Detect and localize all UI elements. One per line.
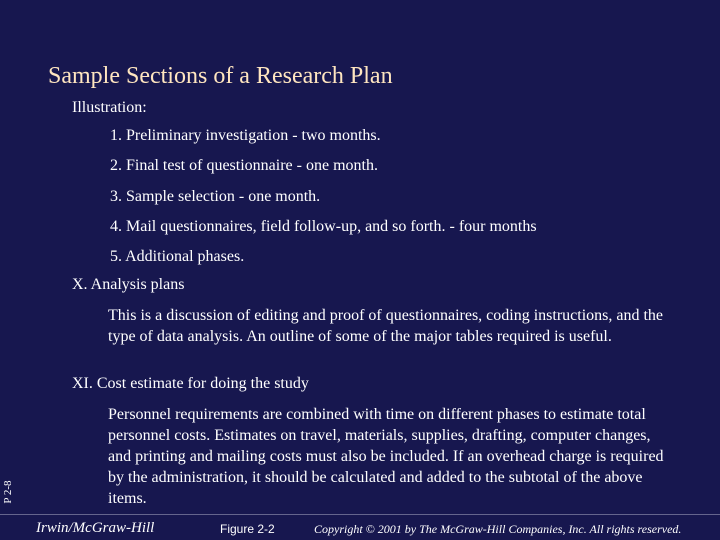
illustration-item-4: 4. Mail questionnaires, field follow-up, and so forth. - four months: [110, 218, 537, 235]
footer-copyright: Copyright © 2001 by The McGraw-Hill Companies, Inc. All rights reserved.: [314, 522, 682, 536]
cost-body: Personnel requirements are combined with time on different phases to estimate total personnel costs. Estimates on travel, materials, supplies, drafting, computer changes, and printing and mailing costs must also be included. If an overhead charge is required by the administration, it should be calculated and added to the subtotal of the above items.: [108, 406, 664, 507]
illustration-item-5: 5. Additional phases.: [110, 248, 245, 265]
analysis-body: This is a discussion of editing and proof of questionnaires, coding instructions, and the type of data analysis. An outline of some of the major tables required is useful.: [108, 307, 664, 345]
illustration-item-1: 1. Preliminary investigation - two months.: [110, 127, 381, 144]
footer-divider: [0, 514, 720, 515]
illustration-item-3: 3. Sample selection - one month.: [110, 188, 321, 205]
illustration-item-2: 2. Final test of questionnaire - one month.: [110, 157, 378, 174]
cost-heading: XI. Cost estimate for doing the study: [72, 375, 309, 392]
footer-figure-label: Figure 2-2: [220, 522, 275, 536]
analysis-heading: X. Analysis plans: [72, 276, 185, 293]
slide-title: Sample Sections of a Research Plan: [48, 63, 393, 89]
illustration-label: Illustration:: [72, 99, 147, 116]
page-side-label: P 2-8: [2, 480, 14, 504]
footer-publisher: Irwin/McGraw-Hill: [36, 520, 155, 536]
